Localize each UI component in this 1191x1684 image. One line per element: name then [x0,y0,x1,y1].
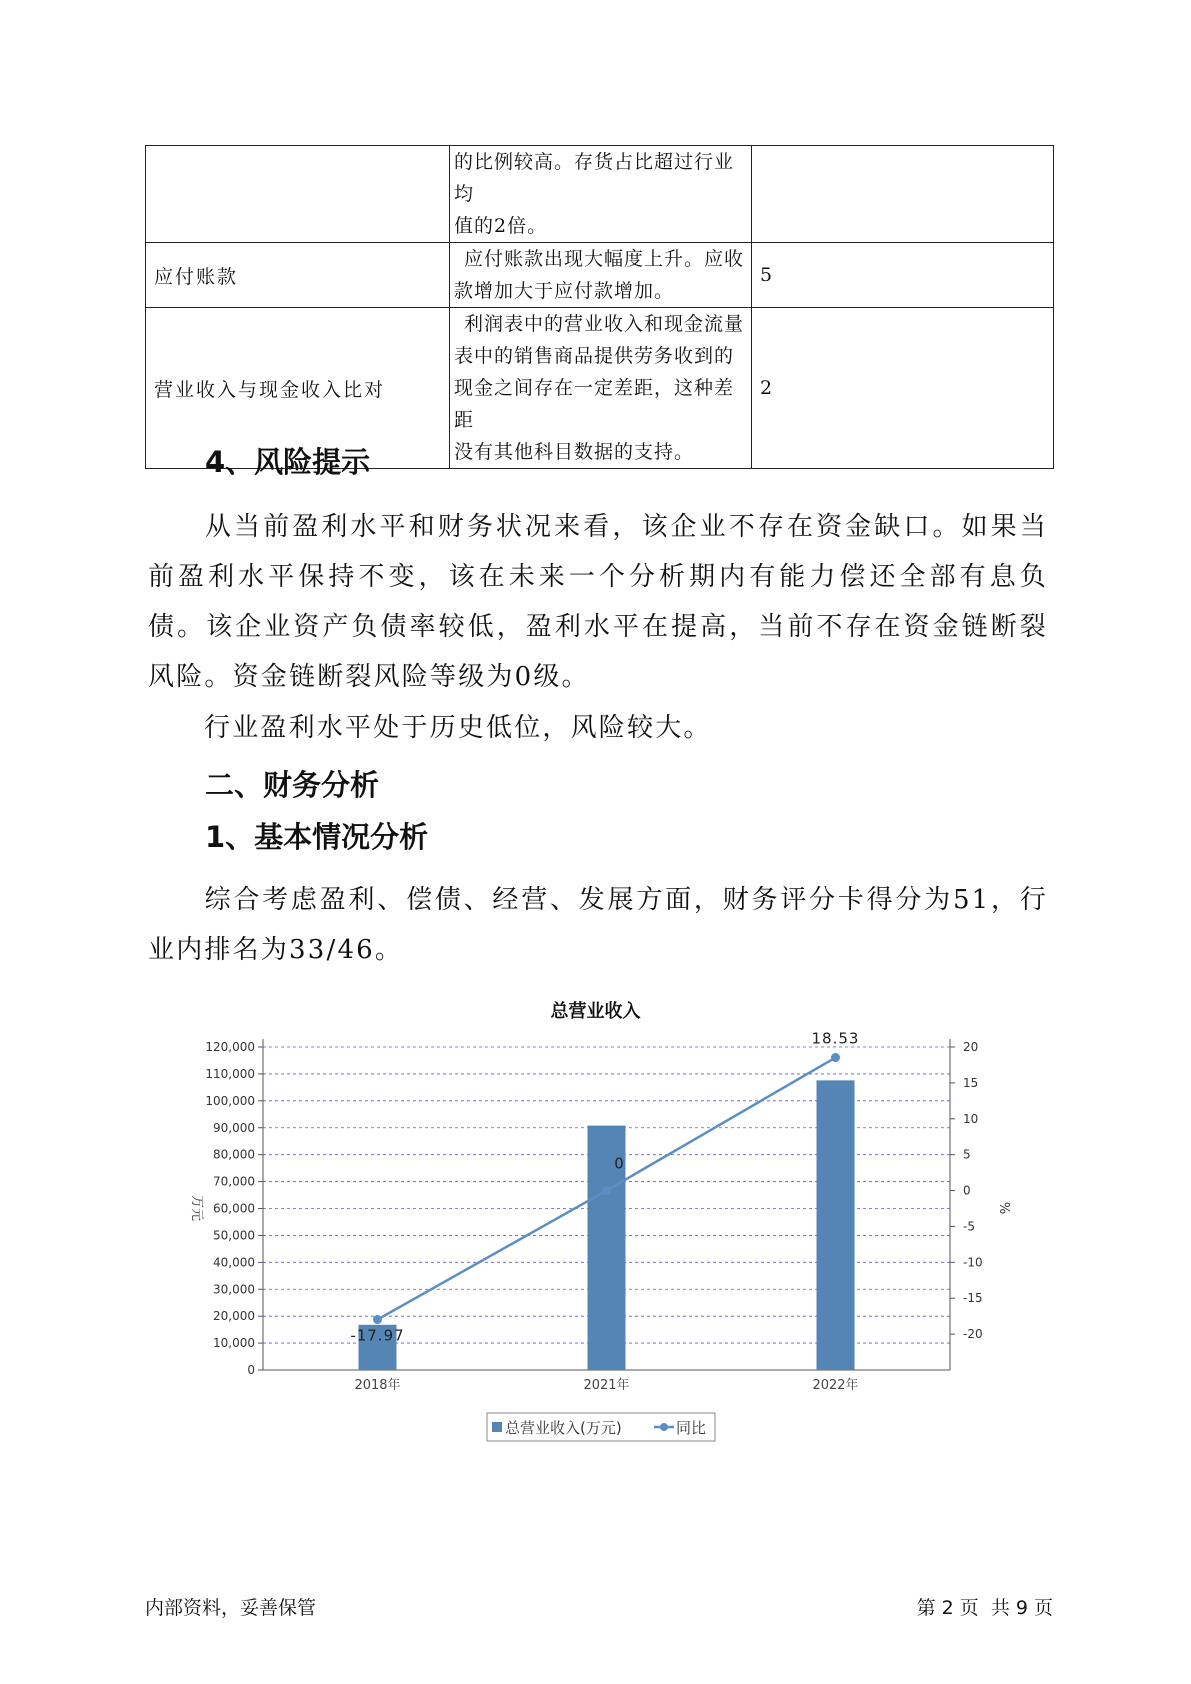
y2-tick-label: -15 [963,1291,983,1306]
y-tick-label: 30,000 [213,1282,255,1297]
legend-bar-label: 总营业收入(万元) [505,1419,622,1437]
y-axis-label: 万元 [189,1194,204,1222]
chart-title: 总营业收入 [550,1001,641,1022]
bar [817,1080,855,1370]
legend-line-label: 同比 [676,1419,707,1437]
yoy-point [373,1315,382,1324]
y-tick-label: 40,000 [213,1255,255,1270]
y-tick-label: 10,000 [213,1336,255,1351]
desc-line: 款增加大于应付款增加。 [454,280,675,302]
section-heading-financial: 二、财务分析 [205,768,380,802]
yoy-data-label: 18.53 [811,1029,860,1048]
legend-bar-swatch [492,1422,502,1432]
yoy-data-label: -17.97 [350,1326,405,1345]
y-tick-label: 120,000 [205,1040,255,1054]
risk-paragraph-2-text: 行业盈利水平处于历史低位，风险较大。 [204,713,712,743]
y-tick-label: 70,000 [213,1174,255,1189]
legend-line-marker [660,1423,668,1431]
y-tick-label: 90,000 [213,1120,255,1135]
y-tick-label: 110,000 [205,1066,255,1081]
desc-line: 值的2倍。 [454,215,548,237]
y2-tick-label: 10 [963,1111,979,1126]
y-tick-label: 80,000 [213,1147,255,1162]
y-tick-label: 60,000 [213,1201,255,1216]
yoy-point [831,1053,840,1062]
table-cell-item: 营业收入与现金收入比对 [146,308,450,469]
y-tick-label: 0 [247,1363,255,1377]
table-cell-score: 2 [752,308,1054,469]
subsection-heading-basic: 1、基本情况分析 [205,820,429,854]
risk-paragraph-1-text: 从当前盈利水平和财务状况来看，该企业不存在资金缺口。如果当前盈利水平保持不变，该在未来一个分析期内有能力偿还全部有息负债。该企业资产负债率较低，盈利水平在提高，当前不存在资金链断裂风险。资金链断裂风险等级为0级。 [148,512,1048,692]
table-cell-item: 应付账款 [146,243,450,308]
y-tick-label: 50,000 [213,1228,255,1243]
y2-tick-label: 5 [963,1147,971,1162]
desc-line: 没有其他科目数据的支持。 [454,441,695,463]
y2-tick-label: -20 [963,1327,983,1342]
section-heading-risk: 4、风险提示 [205,445,371,479]
y2-axis-label: % [996,1201,1011,1215]
financial-paragraph-text: 综合考虑盈利、偿债、经营、发展方面，财务评分卡得分为51，行业内排名为33/46。 [148,885,1048,965]
desc-line: 现金之间存在一定差距，这种差距 [454,377,735,431]
desc-line: 利润表中的营业收入和现金流量 [464,313,745,335]
y2-tick-label: 15 [963,1075,979,1090]
x-tick-label: 2018年 [354,1378,401,1393]
y2-tick-label: -5 [963,1219,975,1234]
footer-page-number: 第 2 页 共 9 页 [916,1597,1053,1619]
desc-line: 表中的销售商品提供劳务收到的 [454,345,735,367]
y-tick-label: 100,000 [205,1093,255,1108]
y2-tick-label: 0 [963,1183,971,1198]
desc-line: 的比例较高。存货占比超过行业均 [454,151,735,205]
footer-confidential: 内部资料，妥善保管 [145,1597,317,1619]
y2-tick-label: 20 [963,1040,979,1054]
table-cell-score: 5 [752,243,1054,308]
y2-tick-label: -10 [963,1255,983,1270]
x-tick-label: 2021年 [583,1378,630,1393]
x-tick-label: 2022年 [812,1378,859,1393]
yoy-data-label: 0 [614,1154,625,1173]
yoy-point [602,1186,611,1195]
desc-line: 应付账款出现大幅度上升。应收 [464,248,745,270]
y-tick-label: 20,000 [213,1309,255,1324]
